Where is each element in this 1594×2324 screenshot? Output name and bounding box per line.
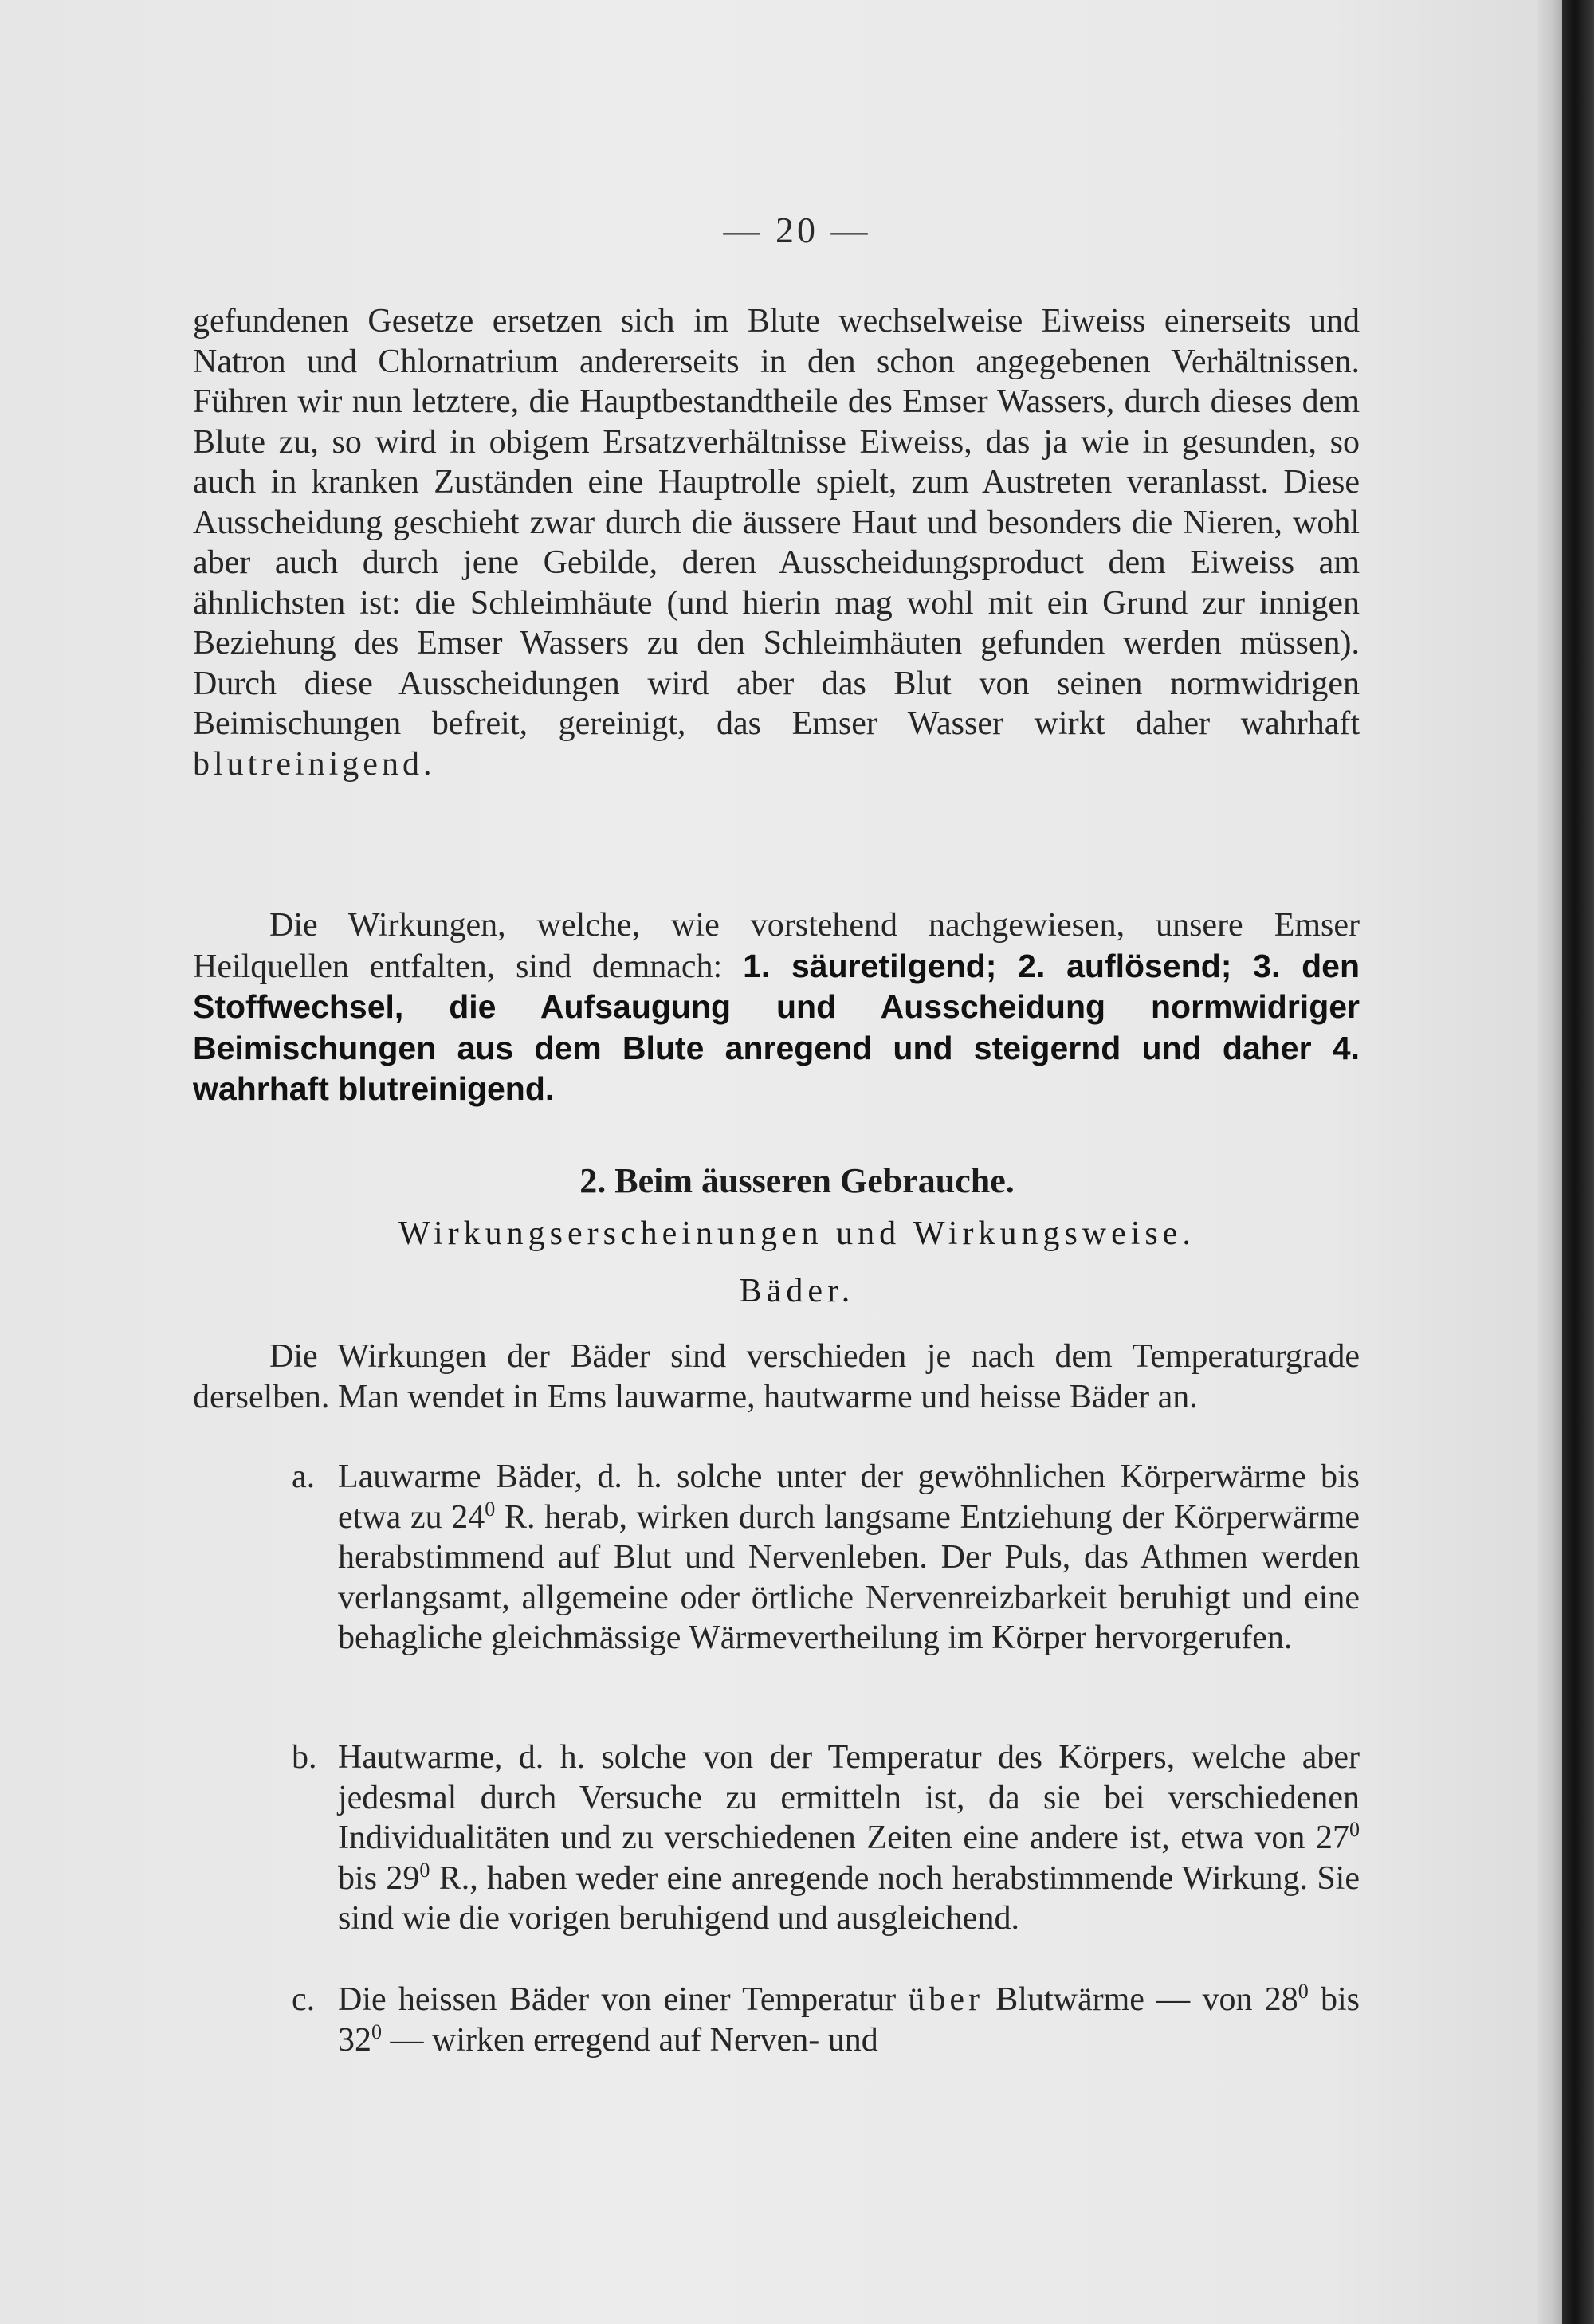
page-number: — 20 — [723,210,871,250]
list-label: a. [292,1458,316,1495]
list-body: Die heissen Bäder von einer Temperatur über Blutwärme — von $28^0$ bis $32^0$ — wirken erregend auf Nerven- und [338,1980,1360,2059]
paragraph-2-intro: Die Wirkungen, welche, wie vorstehend nachgewiesen, unsere Emser Heilquellen entfalten, sind demnach: [193,907,1360,985]
paragraph-1-emphasis: blutreinigend. [193,745,436,783]
subheading: Wirkungserscheinungen und Wirkungsweise. [398,1215,1196,1252]
section-heading: 2. Beim äusseren Gebrauche. [579,1161,1015,1200]
paragraph-2-bold: 1. säuretilgend; 2. auflösend; 3. den Stoffwechsel, die Aufsaugung und Ausscheidung normwidriger Beimischungen aus dem Blute anregend und steigernd und daher 4. wahrhaft blutreinigend. [193,947,1360,1107]
paragraph-1 [193,301,1360,784]
list-label: b. [292,1739,317,1776]
list-body: Lauwarme Bäder, d. h. solche unter der gewöhnlichen Körperwärme bis etwa zu $24^0$ R. herab, wirken durch langsame Entziehung der Körperwärme herabstimmend auf Blut und Nervenleben. Der Puls, das Athmen werden verlangsamt, allgemeine oder örtliche Nervenreizbarkeit beruhigt und eine behagliche gleichmässige Wärmevertheilung im Körper hervorgerufen. [338,1458,1360,1656]
list-body: Hautwarme, d. h. solche von der Temperatur des Körpers, welche aber jedesmal durch Versuche zu ermitteln ist, da sie bei verschiedenen Individualitäten und zu verschiedenen Zeiten eine andere ist, etwa von $27^0$ bis $29^0$ R., haben weder eine anregende noch herabstimmende Wirkung. Sie sind wie die vorigen beruhigend und ausgleichend. [338,1739,1360,1937]
subsubheading: Bäder. [739,1273,855,1309]
list-item-b [193,1737,1360,1939]
paragraph-2 [193,905,1360,1110]
list-item-a [193,1457,1360,1659]
paragraph-1-text: gefundenen Gesetze ersetzen sich im Blute wechselweise Eiweiss einerseits und Natron und Chlornatrium andererseits in den schon angegebenen Verhältnissen. Führen wir nun letztere, die Hauptbestandtheile des Emser Wassers, durch dieses dem Blute zu, so wird in obigem Ersatzverhältnisse Eiweiss, das ja wie in gesunden, so auch in kranken Zuständen eine Hauptrolle spielt, zum Austreten veranlasst. Diese Ausscheidung geschieht zwar durch die äussere Haut und besonders die Nieren, wohl aber auch durch jene Gebilde, deren Ausscheidungsproduct dem Eiweiss am ähnlichsten ist: die Schleimhäute (und hierin mag wohl mit ein Grund zur innigen Beziehung des Emser Wassers zu den Schleimhäuten gefunden werden müssen). Durch diese Ausscheidungen wird aber das Blut von seinen normwidrigen Beimischungen befreit, gereinigt, das Emser Wasser wirkt daher wahrhaft [193,303,1360,742]
list-item-c [193,1980,1360,2060]
list-label: c. [292,1981,316,2018]
paragraph-3: Die Wirkungen der Bäder sind verschieden je nach dem Temperaturgrade derselben. Man wendet in Ems lauwarme, hautwarme und heisse Bäder an. [193,1338,1360,1415]
